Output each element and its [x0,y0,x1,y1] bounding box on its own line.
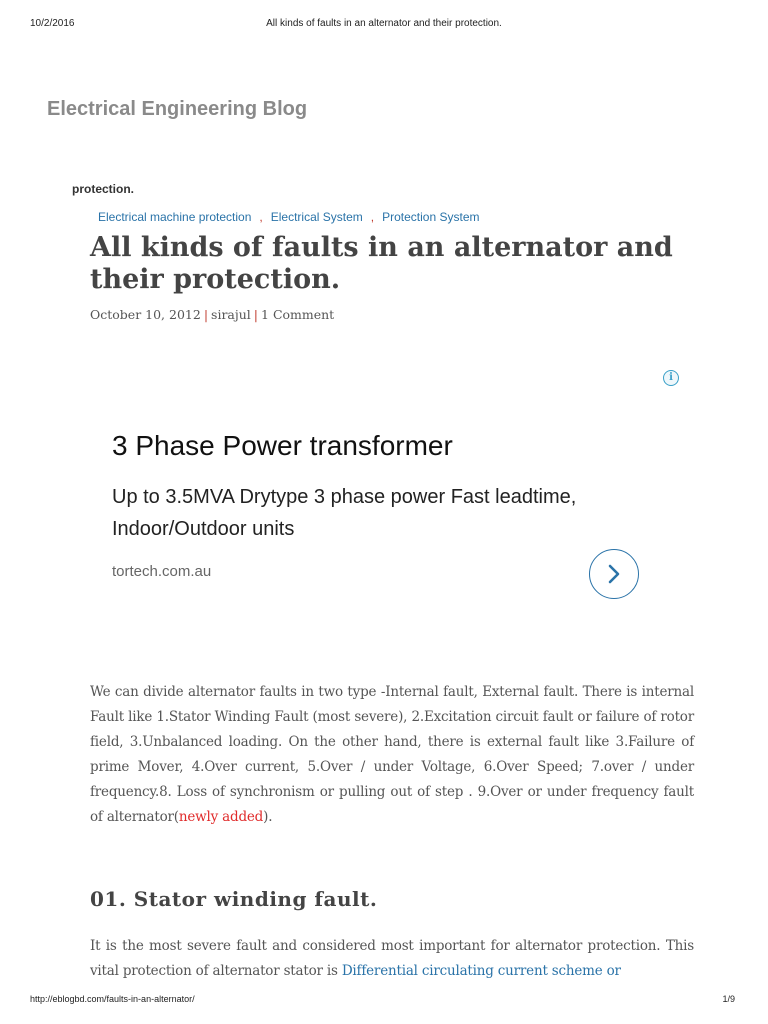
stator-fault-text: It is the most severe fault and considered most important for alternator protection. This vital protection of alternator stator is [90,938,694,979]
print-footer-url: http://eblogbd.com/faults-in-an-alternator/ [30,994,195,1004]
stator-fault-paragraph [90,934,694,984]
post-meta [90,307,334,322]
print-date: 10/2/2016 [30,18,75,29]
post-title: All kinds of faults in an alternator and their protection. [90,232,673,295]
category-links [98,210,480,224]
category-separator: , [370,210,375,224]
print-page-number: 1/9 [722,994,735,1004]
post-date: October 10, 2012 [90,307,201,322]
post-comments-link[interactable]: 1 Comment [261,307,335,322]
meta-separator: | [203,307,209,322]
category-link-electrical-machine-protection[interactable]: Electrical machine protection [98,210,252,224]
section-heading-stator-winding-fault: 01. Stator winding fault. [90,887,378,911]
differential-scheme-link[interactable]: Differential circulating current scheme or [341,963,621,979]
blog-title-link[interactable]: Electrical Engineering Blog [47,98,308,120]
ad-info-icon[interactable]: i [663,370,679,386]
post-author-link[interactable]: sirajul [211,307,251,322]
intro-paragraph [90,680,694,830]
newly-added-note: newly added [178,809,264,825]
category-separator: , [259,210,263,224]
category-link-electrical-system[interactable]: Electrical System [270,210,363,224]
print-page-title: All kinds of faults in an alternator and their protection. [266,18,502,29]
chevron-right-icon [603,563,625,585]
meta-separator: | [253,307,259,322]
intro-text: We can divide alternator faults in two type -Internal fault, External fault. There is internal Fault like 1.Stator Winding Fault (most severe), 2.Excitation circuit fault or failure of rotor field, 3.Unbalanced loading. On the other hand, there is external fault like 3.Failure of prime Mover, 4.Over current, 5.Over / under Voltage, 6.Over Speed; 7.over / under frequency.8. Loss of synchronism or pulling out of step . 9.Over or under frequency fault of alternator( [90,684,694,825]
intro-end: ). [263,809,273,825]
ad-open-button[interactable] [589,549,639,599]
breadcrumb: protection. [72,182,134,196]
ad-body-text: Up to 3.5MVA Drytype 3 phase power Fast leadtime, Indoor/Outdoor units [112,486,577,540]
ad-domain: tortech.com.au [112,563,212,580]
ad-headline-link[interactable]: 3 Phase Power transformer [112,430,453,461]
category-link-protection-system[interactable]: Protection System [382,210,480,224]
